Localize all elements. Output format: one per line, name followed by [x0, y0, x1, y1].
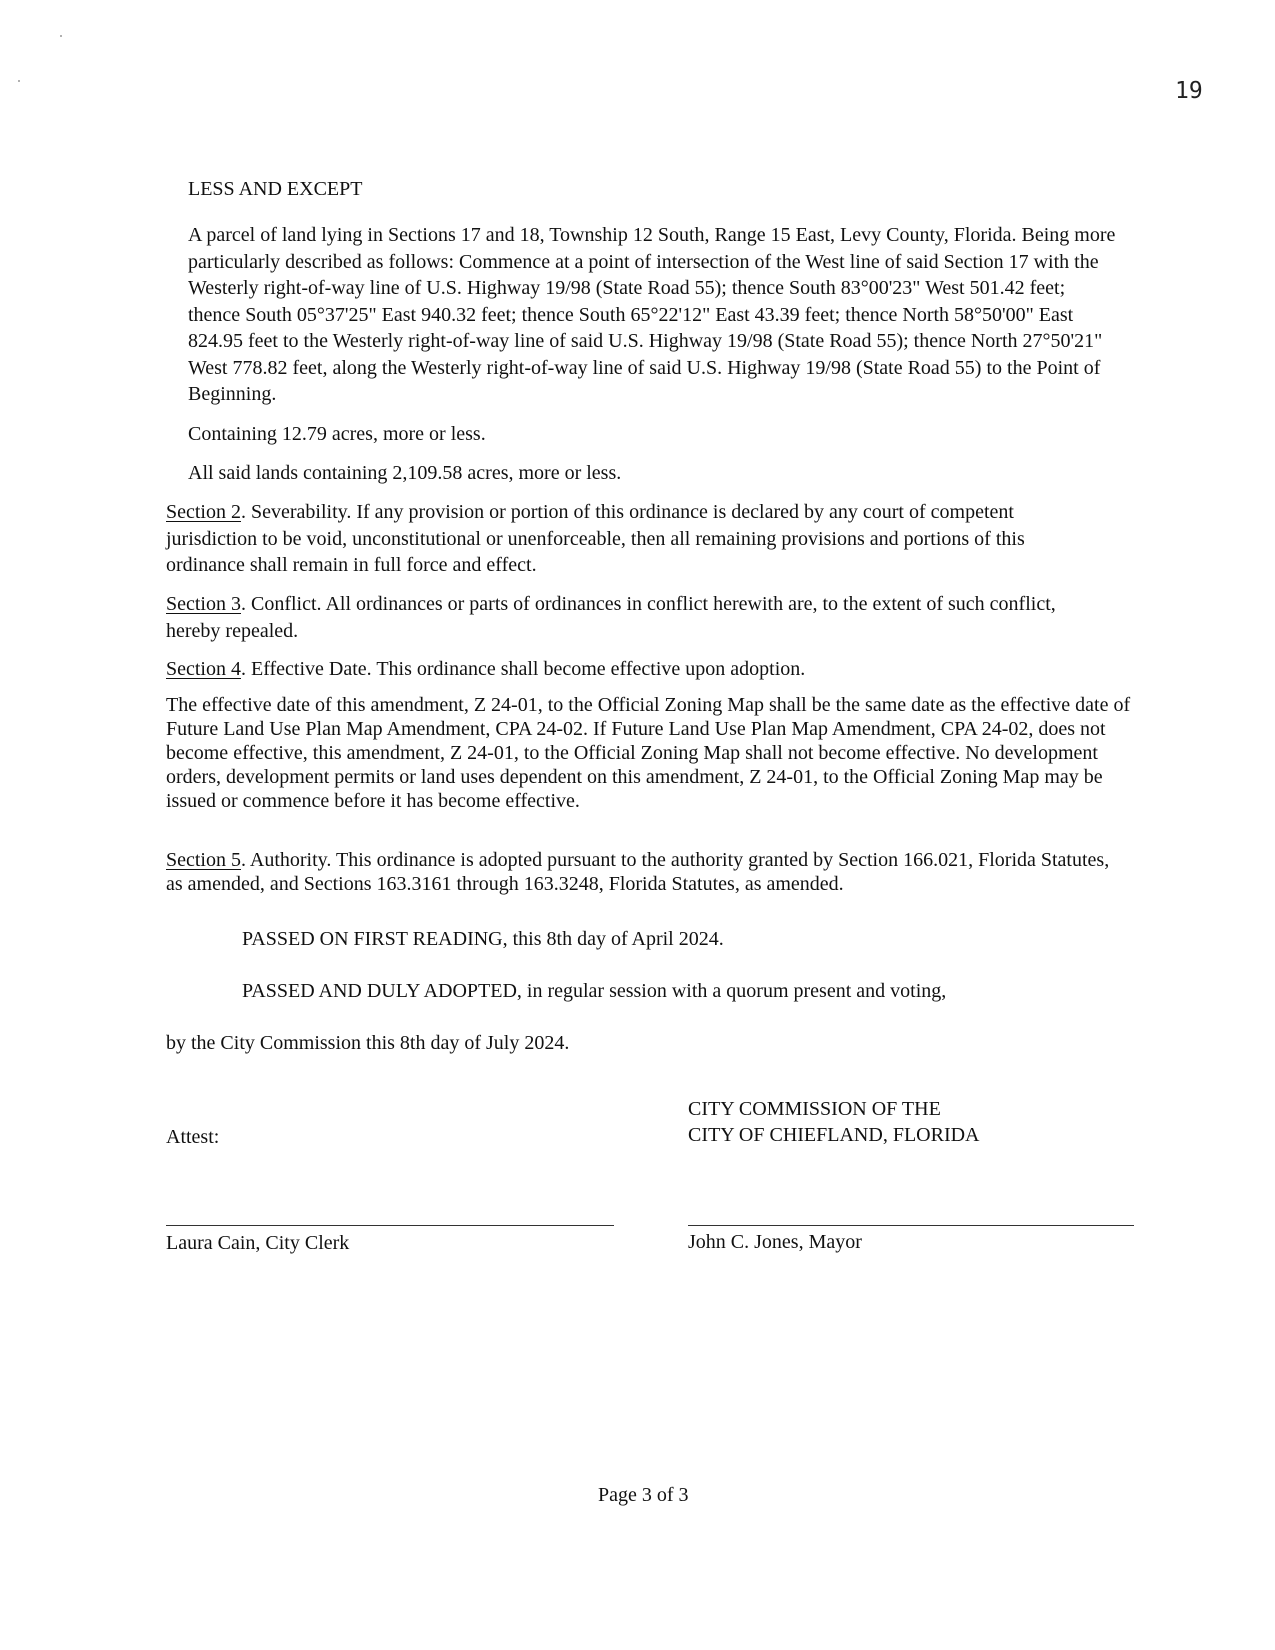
section-5-authority: [166, 848, 1126, 896]
scan-speck: [60, 35, 62, 37]
page-number: 19: [1175, 78, 1203, 104]
mayor-name: John C. Jones, Mayor: [688, 1231, 862, 1253]
section-5-text: . Authority. This ordinance is adopted pursuant to the authority granted by Section 166.021, Florida Statutes, as amended, and Sections 163.3161 through 163.3248, Florida Statutes, as amended.: [166, 849, 1110, 895]
clerk-signature-line: [166, 1225, 614, 1226]
all-lands-acres: All said lands containing 2,109.58 acres, more or less.: [188, 462, 622, 484]
commission-heading-line2: CITY OF CHIEFLAND, FLORIDA: [688, 1124, 980, 1146]
commission-date: by the City Commission this 8th day of July 2024.: [166, 1032, 570, 1054]
section-2-severability: [166, 499, 1106, 579]
section-3-label: Section 3: [166, 593, 241, 615]
section-3-conflict: [166, 591, 1106, 644]
commission-heading-line1: CITY COMMISSION OF THE: [688, 1098, 941, 1120]
containing-acres: Containing 12.79 acres, more or less.: [188, 423, 486, 445]
section-5-label: Section 5: [166, 849, 241, 871]
parcel-description: A parcel of land lying in Sections 17 and 18, Township 12 South, Range 15 East, Levy County, Florida. Being more particularly described as follows: Commence at a point of intersection of the West line of said Section 17 with the Westerly right-of-way line of U.S. Highway 19/98 (State Road 55); thence South 83°00'23" West 501.42 feet; thence South 05°37'25" East 940.32 feet; thence South 65°22'12" East 43.39 feet; thence North 58°50'00" East 824.95 feet to the Westerly right-of-way line of said U.S. Highway 19/98 (State Road 55); thence North 27°50'21" West 778.82 feet, along the Westerly right-of-way line of said U.S. Highway 19/98 (State Road 55) to the Point of Beginning.: [188, 224, 1116, 405]
section-3-text: . Conflict. All ordinances or parts of ordinances in conflict herewith are, to the extent of such conflict, hereby repealed.: [166, 593, 1056, 642]
section-4-text: . Effective Date. This ordinance shall become effective upon adoption.: [241, 658, 806, 680]
section-4-effective-date: [166, 656, 1106, 683]
page-footer: Page 3 of 3: [598, 1484, 689, 1506]
section-2-text: . Severability. If any provision or portion of this ordinance is declared by any court of competent jurisdiction to be void, unconstitutional or unenforceable, then all remaining provisions and portions of this ordinance shall remain in full force and effect.: [166, 501, 1025, 576]
clerk-name: Laura Cain, City Clerk: [166, 1232, 350, 1254]
adopted-statement: PASSED AND DULY ADOPTED, in regular session with a quorum present and voting,: [242, 980, 947, 1002]
first-reading: PASSED ON FIRST READING, this 8th day of April 2024.: [242, 928, 724, 950]
attest-label: Attest:: [166, 1126, 220, 1148]
mayor-signature-line: [688, 1225, 1134, 1226]
less-except-heading: LESS AND EXCEPT: [188, 178, 363, 200]
scan-speck: [18, 80, 20, 82]
section-4-label: Section 4: [166, 658, 241, 680]
section-2-label: Section 2: [166, 501, 241, 523]
effective-date-paragraph: The effective date of this amendment, Z 24-01, to the Official Zoning Map shall be the same date as the effective date of Future Land Use Plan Map Amendment, CPA 24-02. If Future Land Use Plan Map Amendment, CPA 24-02, does not become effective, this amendment, Z 24-01, to the Official Zoning Map shall not become effective. No development orders, development permits or land uses dependent on this amendment, Z 24-01, to the Official Zoning Map may be issued or commence before it has become effective.: [166, 694, 1131, 812]
